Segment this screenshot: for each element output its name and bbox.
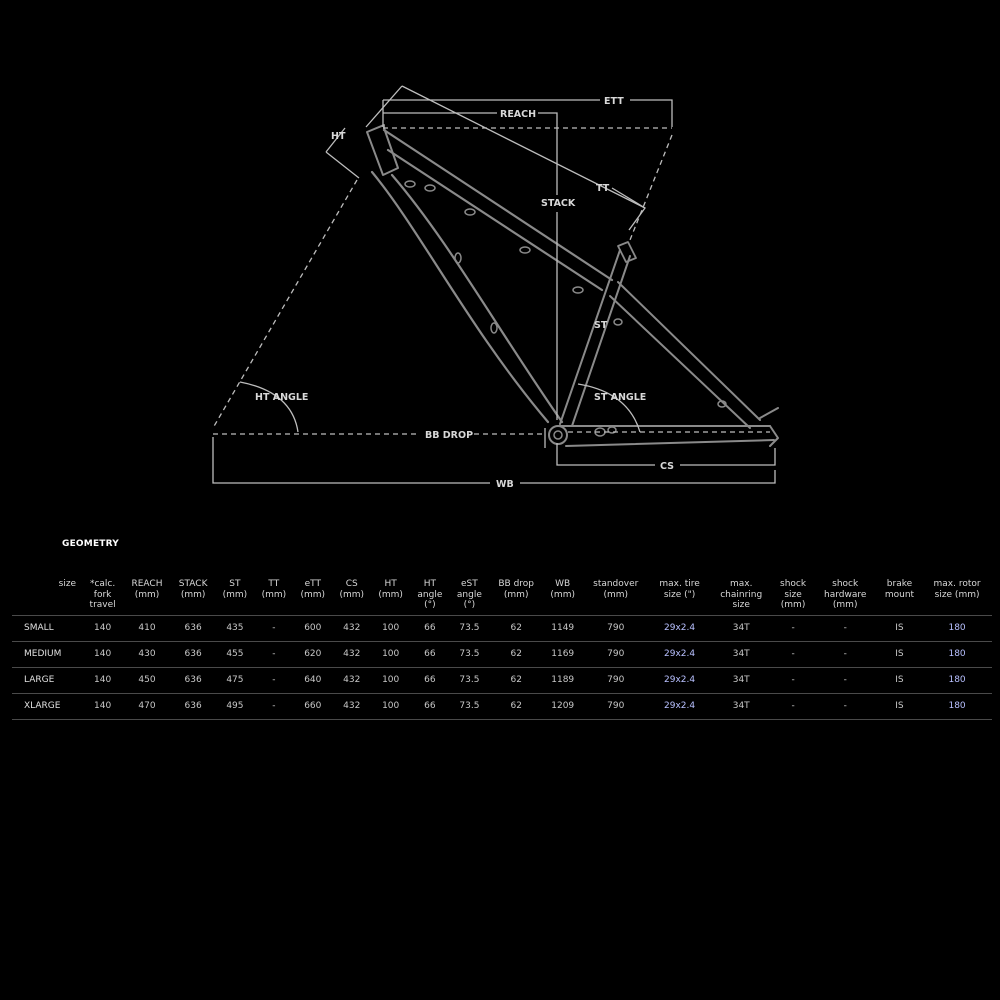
label-st-angle: ST ANGLE xyxy=(594,392,647,403)
table-row xyxy=(12,693,992,719)
table-cell: 432 xyxy=(332,615,371,641)
table-cell: - xyxy=(254,615,293,641)
column-header: *calc. fork travel xyxy=(89,579,116,610)
table-cell: 34T xyxy=(710,641,773,667)
tt-dashed xyxy=(630,135,672,240)
label-st: ST xyxy=(594,320,608,331)
table-cell: 34T xyxy=(710,667,773,693)
table-cell: 73.5 xyxy=(450,667,490,693)
size-cell: XLARGE xyxy=(12,693,82,719)
label-wb: WB xyxy=(496,479,514,490)
label-ht-angle: HT ANGLE xyxy=(255,392,309,403)
table-cell: 140 xyxy=(82,667,123,693)
column-header: max. tire size (") xyxy=(659,579,700,600)
frame-bosses xyxy=(405,181,726,436)
table-cell: - xyxy=(773,693,814,719)
table-cell: 636 xyxy=(171,693,216,719)
label-stack: STACK xyxy=(541,198,576,209)
table-cell: 29x2.4 xyxy=(649,693,710,719)
label-ett: ETT xyxy=(604,96,624,107)
table-cell: 180 xyxy=(922,641,992,667)
table-cell: - xyxy=(814,641,877,667)
table-cell: IS xyxy=(877,641,922,667)
column-header: max. chainring size xyxy=(720,579,763,610)
table-cell: 495 xyxy=(215,693,254,719)
geometry-header-row xyxy=(12,577,992,615)
table-cell: 1149 xyxy=(543,615,582,641)
table-cell: 636 xyxy=(171,641,216,667)
column-header: size xyxy=(58,579,77,589)
table-cell: - xyxy=(773,667,814,693)
label-ht: HT xyxy=(331,131,346,142)
table-cell: - xyxy=(254,693,293,719)
column-header: shock hardware (mm) xyxy=(824,579,867,610)
ht-line xyxy=(326,86,645,230)
label-tt: TT xyxy=(596,183,610,194)
table-cell: 430 xyxy=(123,641,171,667)
bike-frame xyxy=(367,125,778,446)
ht-angle-dashed xyxy=(213,180,357,428)
table-cell: 62 xyxy=(489,667,543,693)
table-cell: 66 xyxy=(410,693,450,719)
wb-line xyxy=(213,437,775,483)
table-cell: 73.5 xyxy=(450,641,490,667)
table-cell: IS xyxy=(877,693,922,719)
table-cell: 435 xyxy=(215,615,254,641)
table-cell: 100 xyxy=(371,693,410,719)
head-tube xyxy=(367,125,398,175)
seat-collar xyxy=(618,242,636,262)
table-cell: 180 xyxy=(922,667,992,693)
table-cell: 636 xyxy=(171,615,216,641)
table-cell: 62 xyxy=(489,615,543,641)
column-header: brake mount xyxy=(884,579,915,600)
table-cell: 640 xyxy=(293,667,332,693)
column-header: CS (mm) xyxy=(339,579,364,600)
table-cell: 66 xyxy=(410,641,450,667)
column-header: HT (mm) xyxy=(378,579,403,600)
table-cell: - xyxy=(254,667,293,693)
table-cell: - xyxy=(814,615,877,641)
table-cell: 100 xyxy=(371,615,410,641)
table-cell: - xyxy=(814,667,877,693)
size-cell: SMALL xyxy=(12,615,82,641)
column-header: max. rotor size (mm) xyxy=(933,579,981,600)
table-cell: 180 xyxy=(922,615,992,641)
table-cell: - xyxy=(814,693,877,719)
table-cell: 600 xyxy=(293,615,332,641)
column-header: BB drop (mm) xyxy=(498,579,535,600)
table-cell: 29x2.4 xyxy=(649,667,710,693)
dimension-lines xyxy=(213,86,775,483)
column-header: WB (mm) xyxy=(550,579,575,600)
table-cell: 455 xyxy=(215,641,254,667)
table-cell: 410 xyxy=(123,615,171,641)
geometry-table-body xyxy=(12,615,992,719)
table-cell: 73.5 xyxy=(450,615,490,641)
table-cell: 790 xyxy=(582,615,649,641)
table-cell: 790 xyxy=(582,641,649,667)
table-cell: 34T xyxy=(710,615,773,641)
top-tube xyxy=(384,130,612,290)
table-cell: 140 xyxy=(82,615,123,641)
table-cell: 1189 xyxy=(543,667,582,693)
table-cell: 1209 xyxy=(543,693,582,719)
table-cell: 100 xyxy=(371,667,410,693)
column-header: REACH (mm) xyxy=(131,579,163,600)
label-bb-drop: BB DROP xyxy=(425,430,474,441)
table-cell: 636 xyxy=(171,667,216,693)
table-cell: 29x2.4 xyxy=(649,641,710,667)
table-row xyxy=(12,641,992,667)
geometry-title: GEOMETRY xyxy=(62,539,119,549)
table-cell: 475 xyxy=(215,667,254,693)
label-reach: REACH xyxy=(500,109,537,120)
dimension-labels xyxy=(255,96,674,490)
table-cell: 29x2.4 xyxy=(649,615,710,641)
table-cell: 66 xyxy=(410,615,450,641)
bottom-bracket xyxy=(549,426,567,444)
table-cell: 34T xyxy=(710,693,773,719)
table-cell: - xyxy=(773,641,814,667)
table-cell: 73.5 xyxy=(450,693,490,719)
table-cell: 450 xyxy=(123,667,171,693)
table-cell: 62 xyxy=(489,693,543,719)
column-header: standover (mm) xyxy=(593,579,639,600)
table-row xyxy=(12,615,992,641)
table-cell: - xyxy=(773,615,814,641)
table-cell: 790 xyxy=(582,693,649,719)
table-cell: 1169 xyxy=(543,641,582,667)
column-header: eST angle (°) xyxy=(456,579,482,610)
table-cell: IS xyxy=(877,667,922,693)
size-cell: MEDIUM xyxy=(12,641,82,667)
table-cell: 432 xyxy=(332,667,371,693)
table-row xyxy=(12,667,992,693)
table-cell: 180 xyxy=(922,693,992,719)
table-cell: 140 xyxy=(82,641,123,667)
table-cell: 470 xyxy=(123,693,171,719)
table-cell: - xyxy=(254,641,293,667)
column-header: ST (mm) xyxy=(222,579,248,600)
column-header: shock size (mm) xyxy=(780,579,807,610)
table-cell: 140 xyxy=(82,693,123,719)
column-header: eTT (mm) xyxy=(300,579,326,600)
table-cell: 620 xyxy=(293,641,332,667)
label-cs: CS xyxy=(660,461,674,472)
table-cell: 432 xyxy=(332,693,371,719)
column-header: HT angle (°) xyxy=(417,579,443,610)
table-cell: 62 xyxy=(489,641,543,667)
size-cell: LARGE xyxy=(12,667,82,693)
tt-line xyxy=(612,188,645,208)
table-cell: 660 xyxy=(293,693,332,719)
table-cell: 66 xyxy=(410,667,450,693)
geometry-table xyxy=(12,577,992,720)
column-header: STACK (mm) xyxy=(178,579,208,600)
reach-line xyxy=(383,113,557,195)
table-cell: 432 xyxy=(332,641,371,667)
table-cell: IS xyxy=(877,615,922,641)
seat-stay xyxy=(610,282,760,428)
table-cell: 100 xyxy=(371,641,410,667)
chain-stay xyxy=(560,426,774,446)
table-cell: 790 xyxy=(582,667,649,693)
column-header: TT (mm) xyxy=(261,579,287,600)
ht-angle-arc xyxy=(240,382,298,432)
